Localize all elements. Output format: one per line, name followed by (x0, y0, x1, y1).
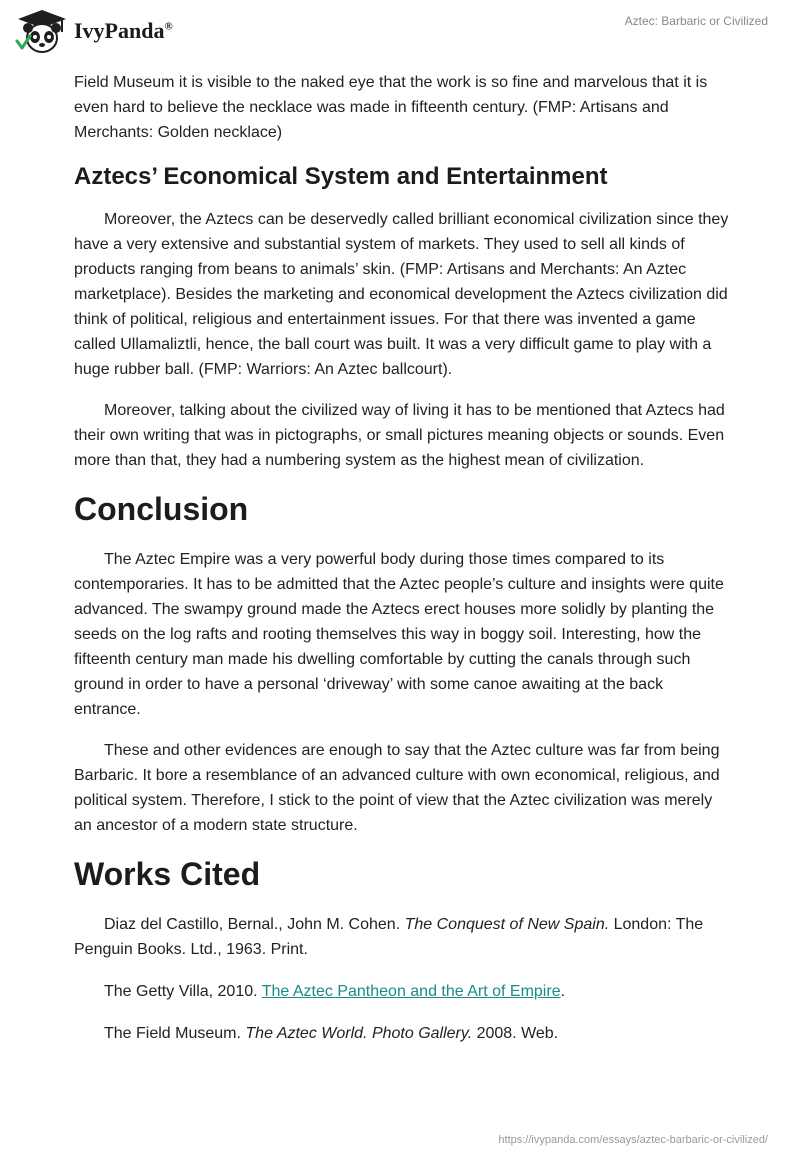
citation-link[interactable]: The Aztec Pantheon and the Art of Empire (261, 983, 561, 1000)
citation-text: 2008. Web. (472, 1025, 559, 1042)
section-heading-works-cited: Works Cited (74, 856, 261, 892)
citation-text: London: The Penguin Books. Ltd., 1963. Print. (74, 916, 704, 958)
ivypanda-logo[interactable] (14, 8, 204, 56)
citation-entry (74, 979, 734, 1004)
citation-entry (74, 912, 734, 962)
citation-text: Diaz del Castillo, Bernal., John M. Cohen. (104, 916, 405, 933)
paragraph: Moreover, talking about the civilized way of living it has to be mentioned that Aztecs had their own writing that was in pictographs, or small pictures meaning objects or sounds. Even more than that, they had a numbering system as the highest mean of civilization. (74, 402, 725, 469)
brand-name: IvyPanda® (74, 18, 173, 43)
citation-title: The Conquest of New Spain. (404, 916, 610, 933)
paragraph: Moreover, the Aztecs can be deservedly called brilliant economical civilization since they have a very extensive and substantial system of markets. They used to sell all kinds of products ranging from beans to animals’ skin. (FMP: Artisans and Merchants: An Aztec marketplace). Besides the marketing and economical development the Aztecs civilization did think of political, religious and entertainment issues. For that there was invented a game called Ullamaliztli, hence, the ball court was built. It was a very difficult game to play with a huge rubber ball. (FMP: Warriors: An Aztec ballcourt). (74, 211, 729, 378)
essay-content (74, 70, 734, 1063)
citation-title: The Aztec World. Photo Gallery. (245, 1025, 473, 1042)
paragraph: The Aztec Empire was a very powerful body during those times compared to its contemporaries. It has to be admitted that the Aztec people’s culture and insights were quite advanced. The swampy ground made the Aztecs erect houses more solidly by planting the seeds on the log rafts and rooting themselves this way in boggy soil. Interesting, how the fifteenth century man made his dwelling comfortable by cutting the canals through such ground in order to have a personal ‘driveway’ with some canoe awaiting at the back entrance. (74, 551, 724, 718)
intro-paragraph: Field Museum it is visible to the naked eye that the work is so fine and marvelous that it is even hard to believe the necklace was made in fifteenth century. (FMP: Artisans and Merchants: Golden necklace) (74, 74, 708, 141)
paragraph: These and other evidences are enough to say that the Aztec culture was far from being Barbaric. It bore a resemblance of an advanced culture with own economical, religious, and political system. Therefore, I stick to the point of view that the Aztec civilization was merely an ancestor of a modern state structure. (74, 742, 720, 834)
section-heading-conclusion: Conclusion (74, 491, 249, 527)
citation-entry (74, 1021, 734, 1046)
document-title: Aztec: Barbaric or Civilized (624, 14, 768, 28)
citation-text: The Field Museum. (104, 1025, 246, 1042)
panda-graduate-icon (14, 8, 70, 56)
source-url[interactable]: https://ivypanda.com/essays/aztec-barbaric-or-civilized/ (498, 1134, 768, 1146)
registered-mark: ® (164, 20, 173, 33)
section-heading-economy: Aztecs’ Economical System and Entertainment (74, 163, 608, 190)
page-header (0, 0, 800, 60)
citation-text: The Getty Villa, 2010. (104, 983, 262, 1000)
citation-text: . (560, 983, 566, 1000)
